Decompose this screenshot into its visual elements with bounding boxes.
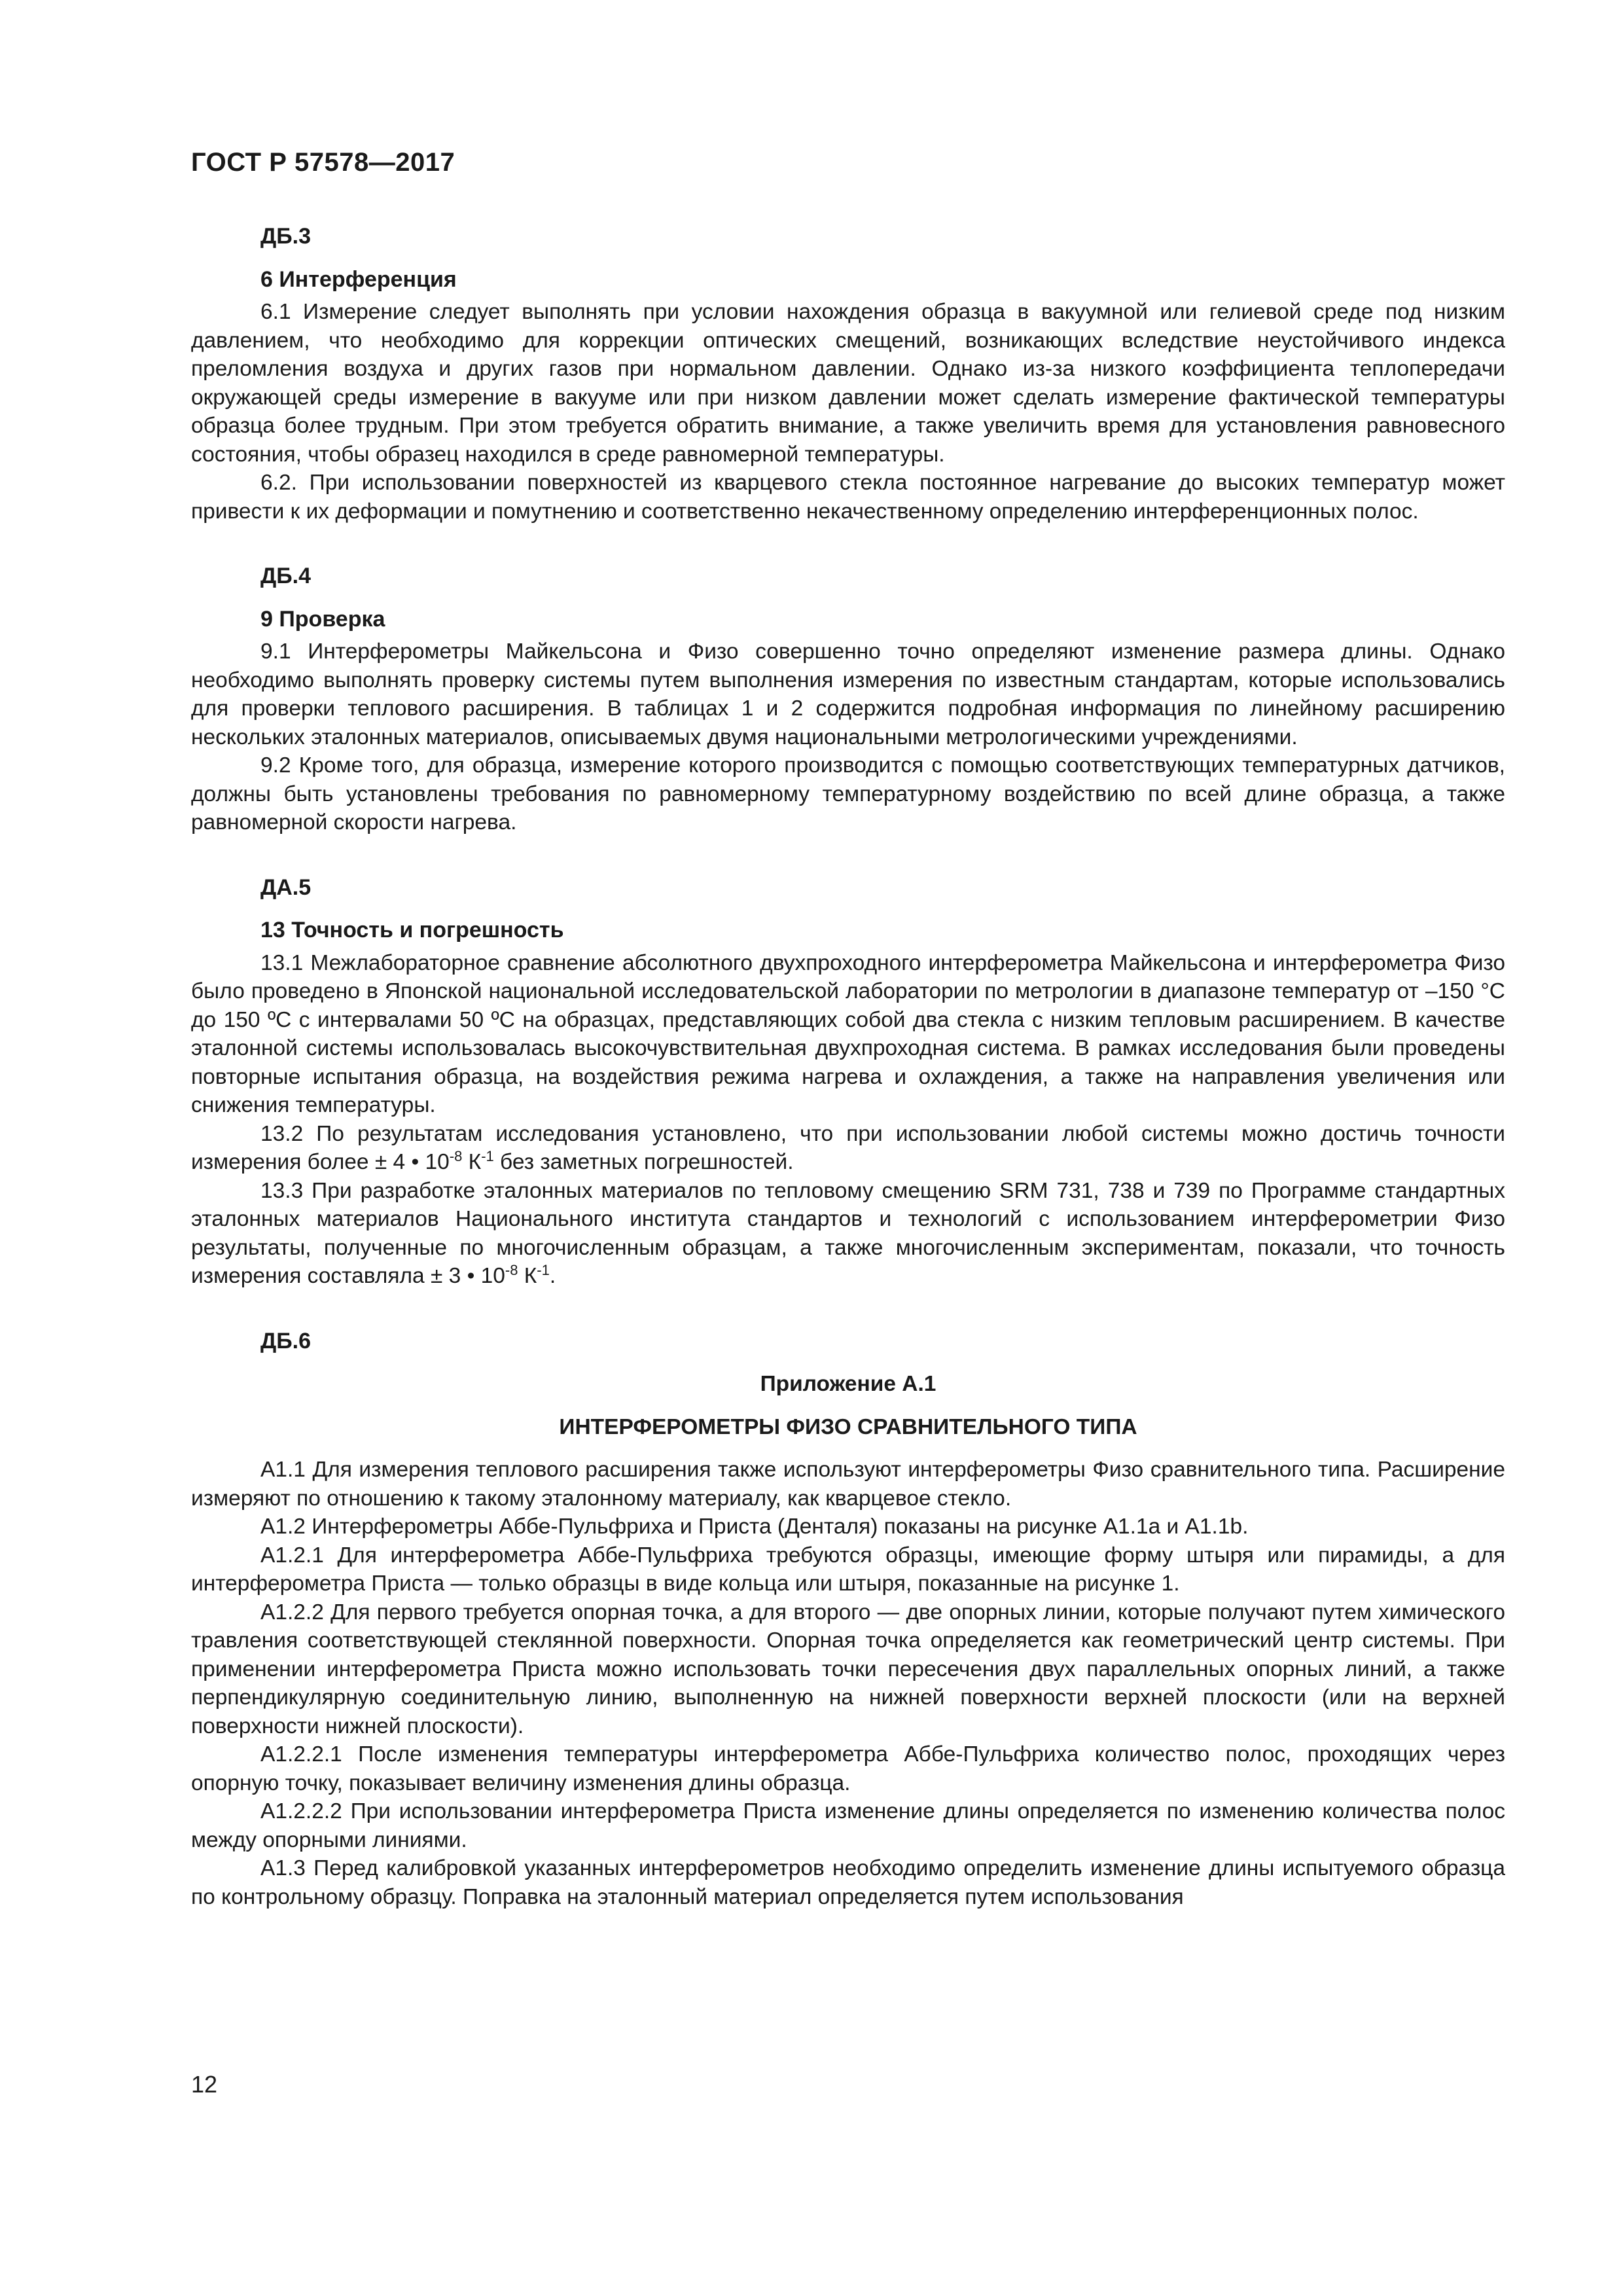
paragraph: А1.3 Перед калибровкой указанных интерферометров необходимо определить изменение длины испытуемого образца по контрольному образцу. Поправка на эталонный материал определяется путем использования: [191, 1856, 1505, 1909]
paragraph: А1.2.2 Для первого требуется опорная точка, а для второго — две опорных линии, которые получают путем химического травления соответствующей стеклянной поверхности. Опорная точка определяется как геометрический центр системы. При применении интерферометра Приста можно использовать точки пересечения двух параллельных опорных линий, а также перпендикулярную соединительную линию, выполненную на нижней поверхности верхней плоскости (или на верхней поверхности нижней плоскости).: [191, 1600, 1505, 1738]
superscript: -8: [449, 1148, 463, 1164]
text-run: К: [518, 1264, 537, 1288]
paragraph: 9.1 Интерферометры Майкельсона и Физо совершенно точно определяют изменение размера длины. Однако необходимо выполнять проверку системы путем выполнения измерения по известным стандартам, которые использовались для проверки теплового расширения. В таблицах 1 и 2 содержится подробная информация по линейному расширению нескольких эталонных материалов, описываемых двумя национальными метрологическими учреждениями.: [191, 639, 1505, 749]
section-title: 9 Проверка: [260, 606, 385, 632]
paragraph: А1.2.2.2 При использовании интерферометра Приста изменение длины определяется по изменению количества полос между опорными линиями.: [191, 1799, 1505, 1852]
paragraph: [191, 1120, 1505, 1177]
section-title: 13 Точность и погрешность: [260, 918, 564, 942]
superscript: -1: [537, 1262, 550, 1278]
page-number: 12: [191, 2071, 218, 2098]
text-run: .: [549, 1264, 556, 1288]
text-run: без заметных погрешностей.: [493, 1150, 794, 1174]
paragraph: [191, 1177, 1505, 1291]
paragraph: 6.2. При использовании поверхностей из кварцевого стекла постоянное нагревание до высоких температур может привести к их деформации и помутнению и соответственно некачественному определению интерференционных полос.: [191, 471, 1505, 524]
document-header: ГОСТ Р 57578—2017: [191, 148, 455, 177]
section-db4: [191, 562, 1505, 837]
paragraph: 6.1 Измерение следует выполнять при условии нахождения образца в вакуумной или гелиевой среде под низким давлением, что необходимо для коррекции оптических смещений, возникающих вследствие неустойчивого индекса преломления воздуха и других газов при нормальном давлении. Однако из-за низкого коэффициента теплопередачи окружающей среды измерение в вакууме или при низком давлении может сделать измерение фактической температуры образца более трудным. При этом требуется обратить внимание, а также увеличить время для установления равновесного состояния, чтобы образец находился в среде равномерной температуры.: [191, 300, 1505, 467]
appendix-title: ИНТЕРФЕРОМЕТРЫ ФИЗО СРАВНИТЕЛЬНОГО ТИПА: [559, 1414, 1137, 1439]
text-run: 13.3 При разработке эталонных материалов по тепловому смещению SRM 731, 738 и 739 по Программе стандартных эталонных материалов Национального института стандартов и технологий с использованием интерферометрии Физо результаты, полученные по многочисленным образцам, а также многочисленным экспериментам, показали, что точность измерения составляла ± 3 • 10: [191, 1178, 1505, 1288]
appendix-label: Приложение А.1: [760, 1372, 936, 1396]
paragraph: 13.1 Межлабораторное сравнение абсолютного двухпроходного интерферометра Майкельсона и интерферометра Физо было проведено в Японской национальной исследовательской лаборатории по метрологии в диапазоне температур от –150 °С до 150 ºС с интервалами 50 ºС на образцах, представляющих собой два стекла с низким тепловым расширением. В качестве эталонной системы использовалась высокочувствительная двухпроходная система. В рамках исследования были проведены повторные испытания образца, на воздействия режима нагрева и охлаждения, а также на направления увеличения или снижения температуры.: [191, 950, 1505, 1117]
section-code: ДБ.3: [260, 224, 312, 249]
superscript: -8: [505, 1262, 518, 1278]
paragraph: А1.2 Интерферометры Аббе-Пульфриха и Приста (Денталя) показаны на рисунке А1.1а и А1.1b.: [260, 1515, 1249, 1539]
section-title: 6 Интерференция: [260, 266, 457, 292]
section-db6: [191, 1327, 1505, 1912]
text-run: К: [462, 1150, 482, 1174]
text-run: 13.2 По результатам исследования установлено, что при использовании любой системы можно достичь точности измерения более ± 4 • 10: [191, 1121, 1505, 1174]
section-db3: [191, 223, 1505, 526]
section-code: ДА.5: [260, 874, 312, 900]
section-da5: [191, 874, 1505, 1291]
section-code: ДБ.4: [260, 564, 312, 588]
paragraph: А1.2.1 Для интерферометра Аббе-Пульфриха требуются образцы, имеющие форму штыря или пирамиды, а для интерферометра Приста — только образцы в виде кольца или штыря, показанные на рисунке 1.: [191, 1543, 1505, 1596]
paragraph: А1.2.2.1 После изменения температуры интерферометра Аббе-Пульфриха количество полос, проходящих через опорную точку, показывает величину изменения длины образца.: [191, 1742, 1505, 1795]
paragraph: А1.1 Для измерения теплового расширения также используют интерферометры Физо сравнительного типа. Расширение измеряют по отношению к такому эталонному материалу, как кварцевое стекло.: [191, 1458, 1505, 1511]
document-body: [191, 223, 1505, 1911]
section-code: ДБ.6: [260, 1328, 312, 1354]
superscript: -1: [481, 1148, 494, 1164]
paragraph: 9.2 Кроме того, для образца, измерение которого производится с помощью соответствующих температурных датчиков, должны быть установлены требования по равномерному температурному воздействию по всей длине образца, а также равномерной скорости нагрева.: [191, 753, 1505, 834]
